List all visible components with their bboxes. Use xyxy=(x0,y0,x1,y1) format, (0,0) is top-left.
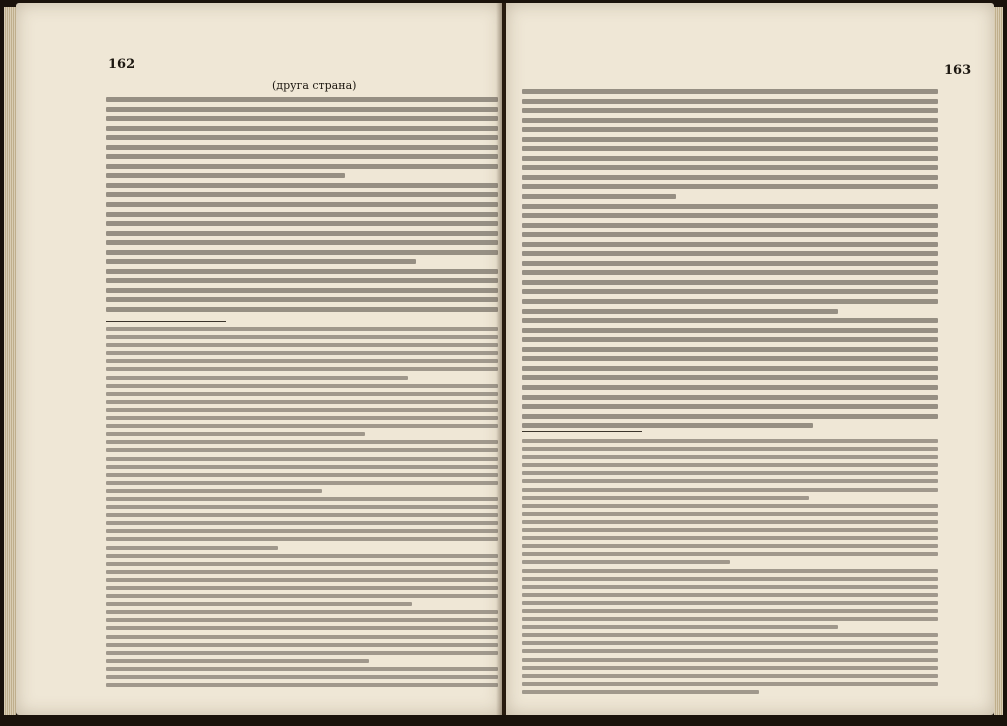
text-line xyxy=(522,601,938,605)
text-line xyxy=(522,299,938,304)
text-line xyxy=(106,384,498,388)
text-line xyxy=(522,569,938,573)
text-line xyxy=(106,610,498,614)
text-line xyxy=(522,366,938,371)
text-line xyxy=(106,440,498,444)
text-line xyxy=(106,586,498,590)
text-line xyxy=(106,278,498,283)
right-main-text xyxy=(522,89,938,433)
text-line xyxy=(522,194,676,199)
text-line xyxy=(106,505,498,509)
text-line xyxy=(522,414,938,419)
text-line xyxy=(522,496,809,500)
text-line xyxy=(106,448,498,452)
text-line xyxy=(106,659,369,663)
text-line xyxy=(522,137,938,142)
text-line xyxy=(522,242,938,247)
text-line xyxy=(106,97,498,102)
text-line xyxy=(522,658,938,662)
text-line xyxy=(522,232,938,237)
text-line xyxy=(106,643,498,647)
text-line xyxy=(522,544,938,548)
text-line xyxy=(106,635,498,639)
text-line xyxy=(522,447,938,451)
text-line xyxy=(106,367,498,371)
text-line xyxy=(522,404,938,409)
text-line xyxy=(106,594,498,598)
text-line xyxy=(106,392,498,396)
text-line xyxy=(522,682,938,686)
text-line xyxy=(522,347,938,352)
text-line xyxy=(106,546,278,550)
text-line xyxy=(522,270,938,275)
right-page xyxy=(506,3,994,715)
text-line xyxy=(106,116,498,121)
text-line xyxy=(106,570,498,574)
text-line xyxy=(106,107,498,112)
text-line xyxy=(522,471,938,475)
text-line xyxy=(106,651,498,655)
text-line xyxy=(522,328,938,333)
text-line xyxy=(522,666,938,670)
text-line xyxy=(522,204,938,209)
text-line xyxy=(106,202,498,207)
text-line xyxy=(522,375,938,380)
left-main-text xyxy=(106,97,498,317)
text-line xyxy=(522,520,938,524)
right-footnotes xyxy=(522,439,938,698)
text-line xyxy=(522,488,938,492)
text-line xyxy=(106,683,498,687)
text-line xyxy=(106,675,498,679)
text-line xyxy=(106,240,498,245)
text-line xyxy=(522,108,938,113)
text-line xyxy=(106,400,498,404)
text-line xyxy=(522,395,938,400)
text-line xyxy=(106,416,498,420)
text-line xyxy=(522,455,938,459)
text-line xyxy=(522,585,938,589)
text-line xyxy=(106,327,498,331)
text-line xyxy=(106,212,498,217)
text-line xyxy=(106,335,498,339)
text-line xyxy=(106,473,498,477)
text-line xyxy=(522,127,938,132)
text-line xyxy=(522,146,938,151)
text-line xyxy=(106,297,498,302)
text-line xyxy=(522,280,938,285)
text-line xyxy=(106,602,412,606)
text-line xyxy=(106,288,498,293)
text-line xyxy=(106,432,365,436)
text-line xyxy=(106,135,498,140)
text-line xyxy=(522,89,938,94)
open-book xyxy=(4,3,1003,723)
text-line xyxy=(522,528,938,532)
text-line xyxy=(106,250,498,255)
page-edges-right xyxy=(994,7,1003,715)
page-edges-left xyxy=(4,7,16,715)
left-page xyxy=(16,3,502,715)
text-line xyxy=(106,481,498,485)
text-line xyxy=(106,307,498,312)
text-line xyxy=(522,356,938,361)
text-line xyxy=(522,156,938,161)
text-line xyxy=(522,512,938,516)
section-heading: (друга страна) xyxy=(272,79,357,92)
text-line xyxy=(106,126,498,131)
text-line xyxy=(106,376,408,380)
text-line xyxy=(522,165,938,170)
text-line xyxy=(522,251,938,256)
left-page-number: 162 xyxy=(108,57,136,72)
text-line xyxy=(106,521,498,525)
text-line xyxy=(106,359,498,363)
text-line xyxy=(522,184,938,189)
text-line xyxy=(522,536,938,540)
left-footnotes xyxy=(106,327,498,691)
text-line xyxy=(106,554,498,558)
text-line xyxy=(522,649,938,653)
text-line xyxy=(522,617,938,621)
text-line xyxy=(522,439,938,443)
text-line xyxy=(106,154,498,159)
footnote-rule-left xyxy=(106,321,226,322)
text-line xyxy=(522,504,938,508)
text-line xyxy=(106,145,498,150)
text-line xyxy=(106,173,345,178)
text-line xyxy=(106,465,498,469)
text-line xyxy=(106,626,498,630)
text-line xyxy=(522,289,938,294)
text-line xyxy=(106,537,498,541)
text-line xyxy=(106,351,498,355)
text-line xyxy=(522,337,938,342)
text-line xyxy=(522,99,938,104)
text-line xyxy=(522,423,813,428)
text-line xyxy=(522,560,730,564)
text-line xyxy=(522,609,938,613)
text-line xyxy=(106,408,498,412)
text-line xyxy=(522,690,759,694)
text-line xyxy=(106,529,498,533)
text-line xyxy=(522,385,938,390)
text-line xyxy=(106,221,498,226)
text-line xyxy=(522,625,838,629)
text-line xyxy=(522,577,938,581)
text-line xyxy=(522,309,838,314)
text-line xyxy=(106,667,498,671)
text-line xyxy=(106,562,498,566)
text-line xyxy=(106,192,498,197)
text-line xyxy=(106,343,498,347)
text-line xyxy=(522,593,938,597)
text-line xyxy=(106,269,498,274)
text-line xyxy=(106,618,498,622)
text-line xyxy=(522,641,938,645)
text-line xyxy=(522,674,938,678)
text-line xyxy=(522,213,938,218)
text-line xyxy=(522,552,938,556)
text-line xyxy=(522,479,938,483)
text-line xyxy=(106,259,416,264)
text-line xyxy=(106,497,498,501)
text-line xyxy=(522,175,938,180)
text-line xyxy=(522,223,938,228)
footnote-rule-right xyxy=(522,431,642,432)
text-line xyxy=(106,457,498,461)
text-line xyxy=(522,633,938,637)
text-line xyxy=(106,183,498,188)
right-page-number: 163 xyxy=(944,63,972,78)
text-line xyxy=(106,489,322,493)
text-line xyxy=(106,578,498,582)
text-line xyxy=(106,164,498,169)
text-line xyxy=(522,318,938,323)
text-line xyxy=(106,513,498,517)
text-line xyxy=(522,463,938,467)
text-line xyxy=(106,231,498,236)
text-line xyxy=(522,261,938,266)
text-line xyxy=(106,424,498,428)
text-line xyxy=(522,118,938,123)
